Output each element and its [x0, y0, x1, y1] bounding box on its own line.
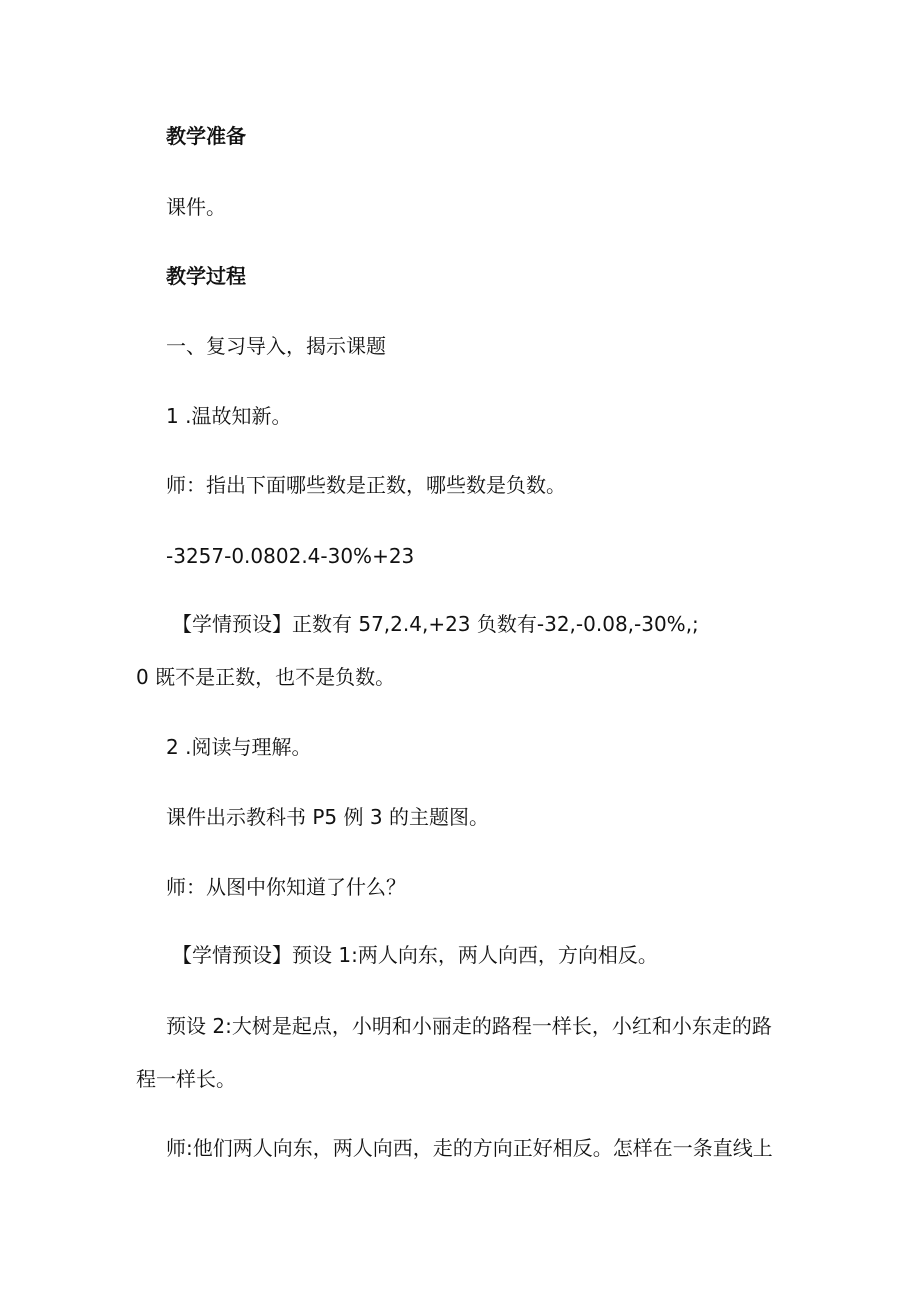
paragraph-student-prediction-1-cont: 0 既不是正数，也不是负数。 — [136, 665, 396, 689]
paragraph-teacher-question-1: 师：指出下面哪些数是正数，哪些数是负数。 — [166, 473, 566, 497]
paragraph-teacher-question-2: 师：从图中你知道了什么？ — [166, 875, 406, 899]
paragraph-courseware-show: 课件出示教科书 P5 例 3 的主题图。 — [166, 805, 489, 829]
paragraph-number-list: -3257-0.0802.4-30%+23 — [166, 544, 415, 568]
paragraph-student-prediction-1: 【学情预设】正数有 57,2.4,+23 负数有-32,-0.08,-30%,; — [172, 612, 699, 636]
paragraph-teacher-statement: 师:他们两人向东，两人向西，走的方向正好相反。怎样在一条直线上 — [166, 1136, 773, 1160]
heading-teaching-process: 教学过程 — [166, 264, 246, 288]
paragraph-student-prediction-2: 【学情预设】预设 1:两人向东，两人向西，方向相反。 — [172, 943, 658, 967]
paragraph-courseware: 课件。 — [166, 195, 226, 219]
list-item-1: 1 .温故知新。 — [166, 404, 292, 428]
section-heading-review: 一、复习导入，揭示课题 — [166, 334, 386, 358]
list-item-2: 2 .阅读与理解。 — [166, 735, 312, 759]
paragraph-prediction-2: 预设 2:大树是起点，小明和小丽走的路程一样长，小红和小东走的路 — [166, 1014, 772, 1038]
heading-teaching-preparation: 教学准备 — [166, 124, 246, 148]
paragraph-prediction-2-cont: 程一样长。 — [136, 1067, 236, 1091]
